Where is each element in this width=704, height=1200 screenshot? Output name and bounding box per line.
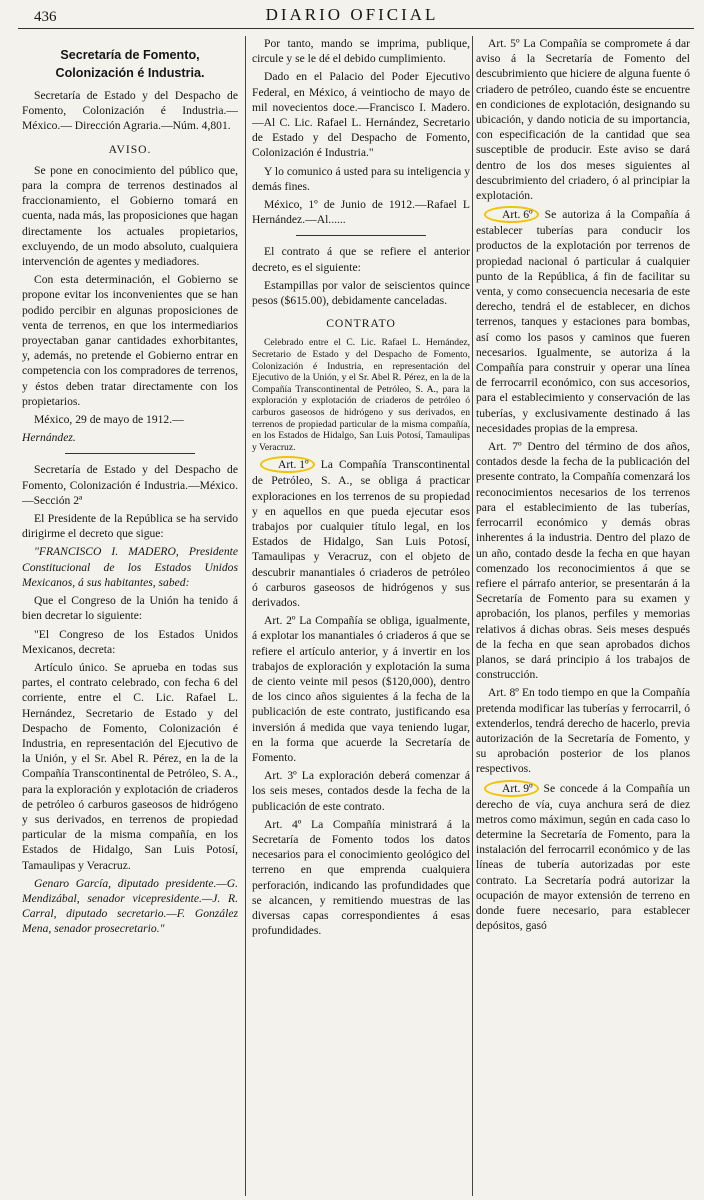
column-divider <box>245 36 246 1196</box>
paragraph: El contrato á que se refiere el anterior decreto, es el siguiente: <box>252 245 470 274</box>
aviso-heading: AVISO. <box>108 142 152 156</box>
paragraph: Celebrado entre el C. Lic. Rafael L. Hernández, Secretario de Estado y del Despacho de Fomento, Colonización é Industria, en representación del Ejecutivo de la Unión, y el Sr. Abel R. Pérez, en la de la Compañía Transcontinental de Petróleo, S. A., para la exploración y explotación de criaderos de petróleo ó carburos gaseosos de hidrógeno y sus derivados, en terrenos de propiedad particular de la misma compañía, en los Estados de Hidalgo, San Luis Potosí, Tamaulipas y Veracruz. <box>252 337 470 453</box>
paragraph: Artículo único. Se aprueba en todas sus partes, el contrato celebrado, con fecha 6 del corriente, entre el C. Lic. Rafael L. Hernández, Secretario de Estado y del Despacho de Fomento, Colonización é Industria, en representación del Ejecutivo de la Unión, y el Sr. Abel R. Pérez, en la de la Compañía Transcontinental de Petróleo, S. A., para la exploración y explotación de criaderos de petróleo ó carburos gaseosos de hidrógeno y sus derivados, en terrenos de propiedad particular de la misma compañía, en los Estados de Hidalgo, San Luis Potosí, Tamaulipas y Veracruz. <box>22 660 238 872</box>
article-highlight: Art. 9º <box>484 780 539 797</box>
contrato-heading: CONTRATO <box>326 317 396 331</box>
divider <box>296 235 427 236</box>
paragraph: "El Congreso de los Estados Unidos Mexicanos, decreta: <box>22 627 238 656</box>
masthead: DIARIO OFICIAL <box>265 5 439 24</box>
paragraph: Por tanto, mando se imprima, publique, circule y se le dé el debido cumplimiento. <box>252 37 470 66</box>
page-number: 436 <box>34 9 57 25</box>
column-2 <box>252 36 470 1196</box>
paragraph: México, 1º de Junio de 1912.—Rafael L Hernández.—Al...... <box>252 198 470 227</box>
section-title: Secretaría de Fomento, Colonización é Industria. <box>55 48 205 80</box>
article-3: Art. 3º La exploración deberá comenzar á los seis meses, contados desde la fecha de la publicación de este contrato. <box>252 769 470 813</box>
paragraph: Secretaría de Estado y del Despacho de Fomento, Colonización é Industria.—México.—Sección 2ª <box>22 463 238 507</box>
column-1 <box>22 36 238 1196</box>
paragraph: Y lo comunico á usted para su inteligencia y demás fines. <box>252 164 470 193</box>
paragraph: Se pone en conocimiento del público que, para la compra de terrenos destinados al fraccionamiento, el Gobierno tomará en cuenta, nada más, las proposiciones que hagan directamente los actuales propietarios, excluyendo, de un modo absoluto, cualquiera intervención de agentes y mediadores. <box>22 163 238 269</box>
divider <box>65 453 195 454</box>
paragraph: El Presidente de la República se ha servido dirigirme el decreto que sigue: <box>22 512 238 541</box>
paragraph: Genaro García, diputado presidente.—G. Mendizábal, senador vicepresidente.—J. R. Carral, diputado secretario.—F. González Mena, senador prosecretario." <box>22 876 238 936</box>
article-7: Art. 7º Dentro del término de dos años, contados desde la fecha de la publicación del presente contrato, la Compañía comenzará los reconocimientos necesarios de los terrenos para el establecimiento de las tuberías, ferrocarril económico y demás obras inherentes á la industria. Dentro del plazo de un año, contado desde la fecha en que hayan comenzado los reconocimientos á que se refiere el párrafo anterior, se presentarán á la Secretaría de Fomento para su examen y aprobación, los planos, perfiles y memorias relativos á dichas obras. Seis meses después de la fecha en que sean aprobados dichos planos, se dará principio á los trabajos de construcción. <box>476 440 690 682</box>
article-4: Art. 4º La Compañía ministrará á la Secretaría de Fomento todos los datos necesarios para el conocimiento geológico del terreno en que emprenda cualquiera perforación, indicando las profundidades que se alcancen, y remitiendo muestras de las diversas capas correspondientes á esas profundidades. <box>252 817 470 938</box>
column-divider <box>472 36 473 1196</box>
article-1: Art. 1º La Compañía Transcontinental de Petróleo, S. A., se obliga á practicar exploraciones en los terrenos de su propiedad y en aquellos en que pueda ejecutar esos trabajos por cualquier título legal, en los Estados de Hidalgo, San Luis Potosí, Tamaulipas y Veracruz, con el objeto de descubrir manantiales ó criaderos de petróleo ó carburos gaseosos de hidrógenos y sus derivados. <box>252 458 470 610</box>
paragraph: Estampillas por valor de seiscientos quince pesos ($615.00), debidamente canceladas. <box>252 278 470 308</box>
paragraph: "FRANCISCO I. MADERO, Presidente Constitucional de los Estados Unidos Mexicanos, á sus habitantes, sabed: <box>22 545 238 589</box>
article-5: Art. 5º La Compañía se compromete á dar aviso á la Secretaría de Fomento del descubrimiento que hiciere de alguna fuente ó criadero de petróleo, cuando éste se encuentre en condiciones de explotación, designando su ubicación, y dando noticia de su importancia, con especificación de la cantidad que sea susceptible de producir. Este aviso se dará dentro de los dos meses siguientes al descubrimiento del criadero, ó al principiar la explotación. <box>476 37 690 203</box>
paragraph: Que el Congreso de la Unión ha tenido á bien decretar lo siguiente: <box>22 594 238 623</box>
date-line: México, 29 de mayo de 1912.— <box>34 413 184 427</box>
article-highlight: Art. 6º <box>484 206 539 223</box>
article-8: Art. 8º En todo tiempo en que la Compañía pretenda modificar las tuberías y ferrocarril, ó extenderlos, tendrá derecho de hacerlo, previa autorización de la Secretaría de Fomento, y su aprobación posterior de los planos respectivos. <box>476 686 690 776</box>
article-9: Art. 9º Se concede á la Compañía un derecho de vía, cuya anchura será de diez metros como máximun, según en cada caso lo determine la Secretaría de Fomento, para la instalación del ferrocarril económico y de las líneas de tubería autorizadas por este contrato. La Secretaría podrá autorizar la ocupación de mayor extensión de terreno en donde fuere necesario, para establecer depósitos, gasó <box>476 781 690 933</box>
paragraph: Con esta determinación, el Gobierno se propone evitar los inconvenientes que se han podido percibir en algunas proposiciones de venta de terrenos, en que los intermediarios proyectaban ganar cantidades exhorbitantes, y, además, no pretende el Gobierno entrar en competencia con los compradores de terrenos, y éstos deben tratar directamente con los propietarios. <box>22 273 238 408</box>
header-rule <box>18 28 694 29</box>
column-3 <box>476 36 690 1196</box>
page-header <box>0 0 704 30</box>
article-2: Art. 2º La Compañía se obliga, igualmente, á explotar los manantiales ó criaderos á que se refiere el artículo anterior, y á invertir en los trabajos de exploración y explotación la suma de ciento veinte mil pesos ($120,000), dentro de los cinco años siguientes á la fecha de la publicación de este contrato, justificando esa inversión á medida que vaya teniendo lugar, en la forma que acuerde la Secretaría de Fomento. <box>252 614 470 765</box>
paragraph: Dado en el Palacio del Poder Ejecutivo Federal, en México, á veintiocho de mayo de mil novecientos doce.—Francisco I. Madero.—Al C. Lic. Rafael L. Hernández, Secretario de Estado y del Despacho de Fomento, Colonización é Industria." <box>252 70 470 160</box>
paragraph: Secretaría de Estado y del Despacho de Fomento, Colonización é Industria.— México.— Dirección Agraria.—Núm. 4,801. <box>22 89 238 133</box>
article-6: Art. 6º Se autoriza á la Compañía á establecer tuberías para conducir los productos de la explotación por terrenos de propiedad nacional ó particular á cualquier punto de la República, á fin de facilitar su venta, y como consecuencia necesaria de este derecho, tendrá el de establecer, en dichos terrenos, tanques y estaciones para bombas, así como los pasos y caminos que fueren necesarios. Igualmente, se autoriza á la Compañía para construir y operar una línea de ferrocarril económico, con sus accesorios, para el establecimiento y conservación de las tuberías, y exclusivamente destinado á las necesidades propias de la empresa. <box>476 208 690 435</box>
signature: Hernández. <box>22 431 76 445</box>
article-highlight: Art. 1º <box>260 456 315 473</box>
